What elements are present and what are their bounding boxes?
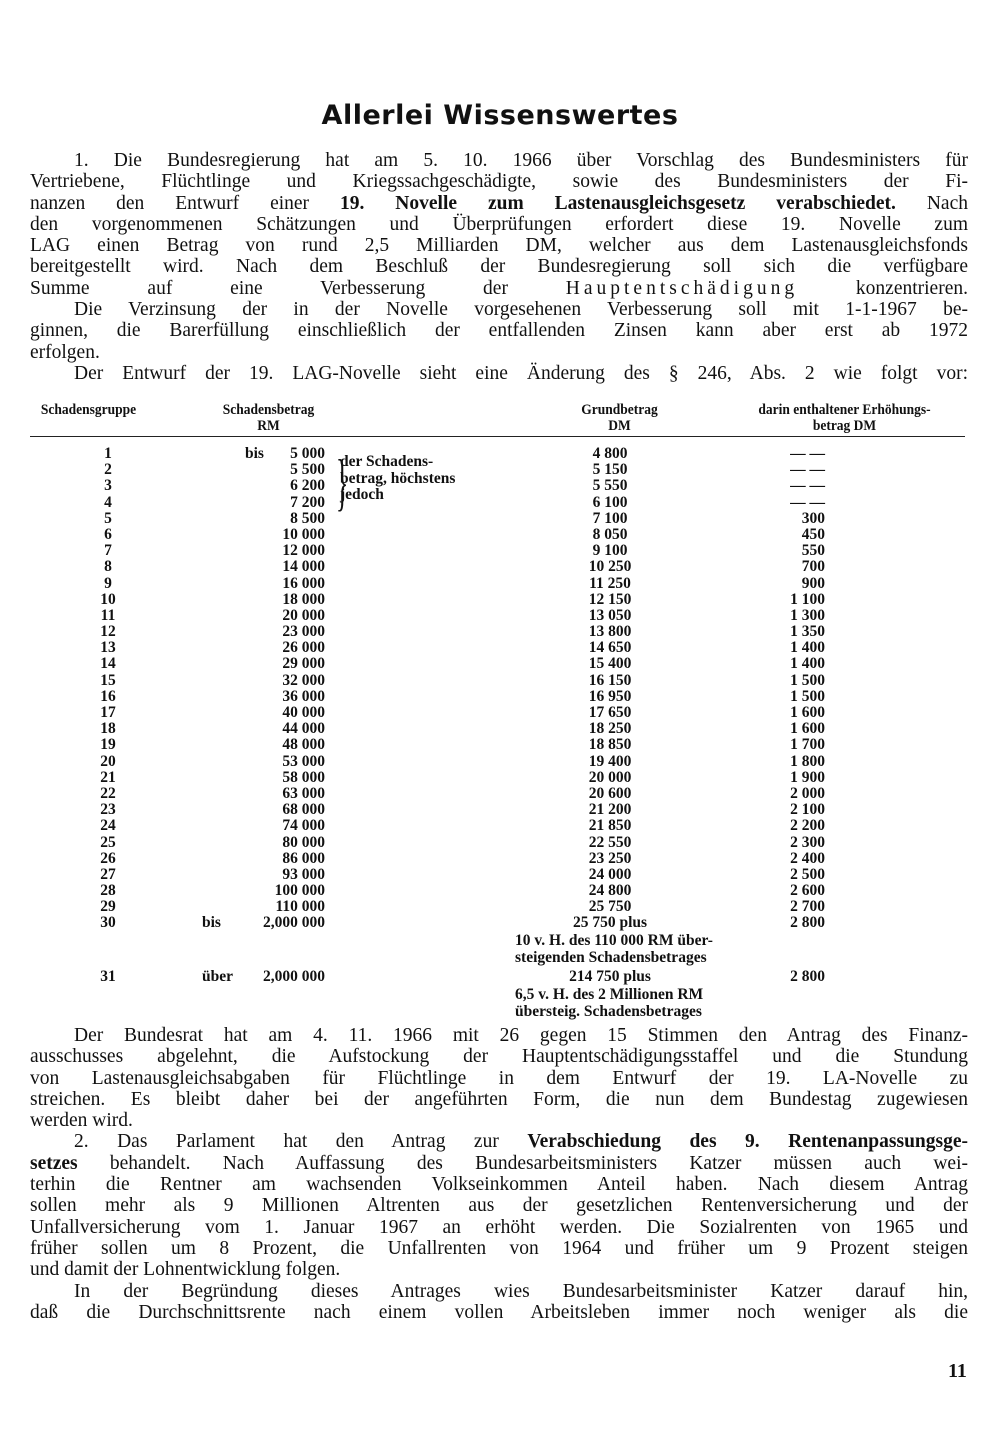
amount-cell: 26 000 bbox=[282, 639, 325, 657]
amount-cell: 14 000 bbox=[282, 558, 325, 576]
table-row bbox=[30, 446, 970, 462]
group-cell: 20 bbox=[100, 752, 116, 770]
base-cell: 12 150 bbox=[588, 590, 632, 608]
amount-cell: 18 000 bbox=[282, 590, 325, 608]
base-cell: 11 250 bbox=[589, 574, 631, 592]
bold-text: Verabschiedung des 9. Rentenanpassungsge- bbox=[527, 1131, 968, 1153]
group-cell: 2 bbox=[104, 461, 112, 479]
increase-cell: 1 400 bbox=[790, 655, 825, 673]
group-cell: 17 bbox=[100, 704, 116, 721]
group-cell: 23 bbox=[100, 801, 116, 819]
base-cell: 4 800 bbox=[592, 445, 628, 462]
text-segment: Summe auf eine Verbesserung der bbox=[30, 277, 566, 299]
increase-cell: 2 800 bbox=[790, 914, 825, 932]
base-cell: 20 600 bbox=[588, 784, 632, 802]
header-increase bbox=[714, 402, 975, 434]
group-cell: 13 bbox=[100, 639, 116, 657]
text-segment: ausschusses abgelehnt, die Aufstockung der Hauptentschädigungsstaffel und die Stundung bbox=[30, 1046, 968, 1068]
prefix-cell: bis bbox=[202, 914, 221, 932]
increase-cell: 2 700 bbox=[790, 898, 825, 916]
page-number: 11 bbox=[948, 1360, 967, 1382]
amount-cell: 44 000 bbox=[282, 720, 325, 738]
header-amount-unit: RM bbox=[257, 418, 280, 434]
table-row bbox=[30, 576, 970, 592]
group-cell: 27 bbox=[100, 865, 116, 883]
group-cell: 22 bbox=[100, 784, 116, 802]
base-cell: 5 550 bbox=[592, 477, 628, 495]
table-row bbox=[30, 770, 970, 786]
text-line bbox=[30, 1110, 968, 1131]
header-base bbox=[557, 402, 683, 434]
header-increase-label: darin enthaltener Erhöhungs- bbox=[758, 402, 931, 418]
note-line: betrag, höchstens bbox=[340, 469, 456, 487]
group-cell: 10 bbox=[100, 590, 116, 608]
amount-cell: 86 000 bbox=[282, 849, 325, 867]
text-segment: streichen. Es bleibt daher bei der angeführten Form, die nun dem Bundestag zugewiesen bbox=[30, 1088, 968, 1110]
text-segment: In der Begründung dieses Antrages wies Bundesarbeitsminister Katzer darauf hin, bbox=[74, 1280, 968, 1302]
base-cell: 24 000 bbox=[588, 865, 632, 883]
base-cell: 6 100 bbox=[592, 493, 628, 511]
increase-cell: 2 200 bbox=[790, 817, 825, 835]
text-line bbox=[30, 1174, 968, 1195]
increase-cell: 1 800 bbox=[790, 752, 825, 770]
group-cell: 9 bbox=[104, 574, 112, 592]
increase-cell: 2 300 bbox=[790, 833, 825, 851]
base-cell: 22 550 bbox=[588, 833, 632, 851]
increase-cell: 1 900 bbox=[790, 768, 825, 786]
header-amount-label: Schadensbetrag bbox=[222, 402, 315, 418]
text-line bbox=[30, 214, 968, 235]
table-row bbox=[30, 559, 970, 575]
increase-cell: 1 600 bbox=[790, 720, 825, 738]
amount-cell: 68 000 bbox=[282, 801, 325, 819]
text-segment: von Lastenausgleichsabgaben für Flüchtlinge in dem Entwurf der 19. LA-Novelle zu bbox=[30, 1067, 968, 1089]
increase-cell: 1 100 bbox=[790, 590, 825, 608]
text-segment: bereitgestellt wird. Nach dem Beschluß der Bundesregierung soll sich die verfügbare bbox=[30, 256, 968, 278]
amount-cell: 80 000 bbox=[282, 833, 325, 851]
increase-cell: 2 600 bbox=[790, 882, 825, 900]
text-line bbox=[30, 1153, 968, 1174]
text-line bbox=[30, 1238, 968, 1259]
text-segment: Nach bbox=[895, 192, 968, 214]
amount-cell: 63 000 bbox=[282, 784, 325, 802]
table-row bbox=[30, 478, 970, 494]
group-cell: 11 bbox=[100, 606, 116, 624]
increase-cell: — — bbox=[790, 493, 825, 511]
page-title: Allerlei Wissenswertes bbox=[321, 100, 679, 131]
amount-cell: 6 200 bbox=[290, 477, 325, 495]
group-cell: 21 bbox=[100, 768, 116, 786]
note-line: jedoch bbox=[340, 486, 384, 503]
base-cell: 21 200 bbox=[588, 801, 632, 819]
brace: } bbox=[336, 446, 349, 517]
text-line bbox=[30, 1131, 968, 1152]
row31-extra bbox=[515, 987, 703, 1020]
table-row bbox=[30, 969, 970, 985]
text-segment: den vorgenommenen Schätzungen und Überprüfungen erfordert diese 19. Novelle zum bbox=[30, 213, 968, 235]
increase-cell: — — bbox=[790, 461, 825, 479]
text-segment: 1. Die Bundesregierung hat am 5. 10. 1966 über Vorschlag des Bundesministers für bbox=[74, 150, 968, 171]
text-segment: und damit der Lohnentwicklung folgen. bbox=[30, 1259, 341, 1281]
group-cell: 15 bbox=[100, 671, 116, 689]
amount-cell: 110 000 bbox=[275, 898, 325, 916]
group-cell: 4 bbox=[104, 493, 112, 511]
text-segment: konzentrieren. bbox=[798, 277, 968, 299]
table-row bbox=[30, 867, 970, 883]
extra-line: übersteig. Schadensbetrages bbox=[515, 1002, 702, 1020]
increase-cell: 2 500 bbox=[790, 865, 825, 883]
amount-cell: 10 000 bbox=[282, 525, 325, 543]
amount-cell: 29 000 bbox=[282, 655, 325, 673]
extra-line: steigenden Schadensbetrages bbox=[515, 948, 707, 966]
intro-paragraphs bbox=[30, 150, 968, 384]
amount-cell: 32 000 bbox=[282, 671, 325, 689]
amount-cell: 20 000 bbox=[282, 606, 325, 624]
header-base-unit: DM bbox=[608, 418, 631, 434]
base-cell: 18 850 bbox=[588, 736, 632, 754]
amount-cell: 58 000 bbox=[282, 768, 325, 786]
amount-cell: 23 000 bbox=[282, 623, 325, 641]
table-row bbox=[30, 495, 970, 511]
table-row bbox=[30, 835, 970, 851]
group-cell: 5 bbox=[104, 509, 112, 527]
increase-cell: 300 bbox=[801, 509, 825, 527]
note-line: der Schadens- bbox=[340, 453, 434, 470]
base-cell: 14 650 bbox=[588, 639, 632, 657]
text-segment: Der Entwurf der 19. LAG-Novelle sieht eine Änderung des § 246, Abs. 2 wie folgt vor: bbox=[74, 362, 968, 384]
header-increase-unit: betrag DM bbox=[812, 418, 877, 434]
table-row bbox=[30, 462, 970, 478]
group-cell: 24 bbox=[100, 817, 116, 835]
text-line bbox=[30, 342, 968, 363]
header-base-label: Grundbetrag bbox=[581, 402, 658, 418]
text-segment: sollen mehr als 9 Millionen Altrenten aus der gesetzlichen Rentenversicherung und der bbox=[30, 1195, 968, 1217]
increase-cell: 900 bbox=[801, 574, 825, 592]
amount-cell: 53 000 bbox=[282, 752, 325, 770]
table-row bbox=[30, 624, 970, 640]
increase-cell: 1 600 bbox=[790, 704, 825, 721]
text-line bbox=[30, 193, 968, 214]
text-segment: terhin die Rentner am wachsenden Volkseinkommen Anteil haben. Nach diesem Antrag bbox=[30, 1174, 968, 1196]
amount-cell: 2,000 000 bbox=[263, 968, 325, 985]
base-cell: 8 050 bbox=[592, 525, 628, 543]
text-segment: ginnen, die Barerfüllung einschließlich der entfallenden Zinsen kann aber erst ab 1972 bbox=[30, 320, 968, 342]
text-segment: Der Bundesrat hat am 4. 11. 1966 mit 26 gegen 15 Stimmen den Antrag des Finanz- bbox=[74, 1025, 968, 1046]
text-line bbox=[30, 150, 968, 171]
text-line bbox=[30, 320, 968, 341]
group-cell: 25 bbox=[100, 833, 116, 851]
increase-cell: 1 700 bbox=[790, 736, 825, 754]
text-line bbox=[30, 278, 968, 299]
group-cell: 30 bbox=[100, 914, 116, 932]
group-cell: 29 bbox=[100, 898, 116, 916]
base-cell: 5 150 bbox=[592, 461, 628, 479]
increase-cell: 1 400 bbox=[790, 639, 825, 657]
table-row bbox=[30, 673, 970, 689]
text-line bbox=[30, 1217, 968, 1238]
table-row bbox=[30, 543, 970, 559]
group-cell: 14 bbox=[100, 655, 116, 673]
table-row bbox=[30, 689, 970, 705]
increase-cell: 1 350 bbox=[790, 623, 825, 641]
base-cell: 21 850 bbox=[588, 817, 632, 835]
text-line bbox=[30, 1025, 968, 1046]
amount-cell: 48 000 bbox=[282, 736, 325, 754]
base-cell: 19 400 bbox=[588, 752, 632, 770]
table-row bbox=[30, 883, 970, 899]
amount-cell: 12 000 bbox=[282, 542, 325, 560]
increase-cell: 1 500 bbox=[790, 671, 825, 689]
text-segment: Hauptentschädigung bbox=[565, 277, 799, 299]
text-segment: Die Verzinsung der in der Novelle vorgesehenen Verbesserung soll mit 1-1-1967 be- bbox=[74, 299, 968, 321]
table-row bbox=[30, 592, 970, 608]
table-row-31 bbox=[30, 969, 970, 985]
text-line bbox=[30, 1281, 968, 1302]
increase-cell: 700 bbox=[801, 558, 825, 576]
header-group: Schadensgruppe bbox=[40, 402, 137, 418]
closing-paragraphs bbox=[30, 1025, 968, 1323]
base-cell: 13 800 bbox=[588, 623, 632, 641]
group-cell: 28 bbox=[100, 882, 116, 900]
base-cell: 17 650 bbox=[588, 704, 632, 721]
header-amount bbox=[206, 402, 332, 434]
bold-text: setzes bbox=[30, 1152, 78, 1174]
amount-cell: 5 500 bbox=[290, 461, 325, 479]
extra-line: 6,5 v. H. des 2 Millionen RM bbox=[515, 986, 704, 1003]
table-row bbox=[30, 851, 970, 867]
table-row bbox=[30, 802, 970, 818]
base-cell: 13 050 bbox=[588, 606, 632, 624]
table-row bbox=[30, 511, 970, 527]
table-row bbox=[30, 737, 970, 753]
base-cell: 23 250 bbox=[588, 849, 632, 867]
text-line bbox=[30, 299, 968, 320]
bold-text: 19. Novelle zum Lastenausgleichsgesetz verabschiedet. bbox=[339, 192, 896, 214]
row30-extra bbox=[515, 933, 713, 966]
text-line bbox=[30, 256, 968, 277]
amount-cell: 2,000 000 bbox=[263, 914, 325, 932]
base-cell: 24 800 bbox=[588, 882, 632, 900]
base-cell: 16 150 bbox=[588, 671, 632, 689]
text-segment: 2. Das Parlament hat den Antrag zur bbox=[74, 1131, 528, 1153]
group-cell: 8 bbox=[104, 558, 112, 576]
table-row bbox=[30, 786, 970, 802]
text-line bbox=[30, 363, 968, 384]
text-segment: behandelt. Nach Auffassung des Bundesarbeitsministers Katzer müssen auch wei- bbox=[77, 1152, 968, 1174]
text-line bbox=[30, 1046, 968, 1067]
base-cell: 18 250 bbox=[588, 720, 632, 738]
text-segment: Vertriebene, Flüchtlinge und Kriegssachgeschädigte, sowie des Bundesministers der Fi- bbox=[30, 171, 968, 193]
amount-cell: 100 000 bbox=[274, 882, 325, 900]
base-cell: 25 750 plus bbox=[572, 914, 648, 932]
amount-cell: 93 000 bbox=[282, 865, 325, 883]
increase-cell: 450 bbox=[801, 525, 825, 543]
increase-cell: 2 100 bbox=[790, 801, 825, 819]
group-cell: 16 bbox=[100, 687, 116, 705]
amount-cell: 7 200 bbox=[290, 493, 325, 511]
table-row bbox=[30, 818, 970, 834]
text-segment: LAG einen Betrag von rund 2,5 Milliarden DM, welcher aus dem Lastenausgleichsfonds bbox=[30, 235, 968, 257]
amount-cell: 40 000 bbox=[282, 704, 325, 721]
increase-cell: 1 300 bbox=[790, 606, 825, 624]
increase-cell: — — bbox=[790, 477, 825, 495]
table-row bbox=[30, 640, 970, 656]
amount-cell: 36 000 bbox=[282, 687, 325, 705]
base-cell: 15 400 bbox=[588, 655, 632, 673]
group-cell: 26 bbox=[100, 849, 116, 867]
base-cell: 16 950 bbox=[588, 687, 632, 705]
text-line bbox=[30, 1302, 968, 1323]
increase-cell: 550 bbox=[801, 542, 825, 560]
table-header bbox=[30, 402, 931, 436]
text-segment: Unfallversicherung vom 1. Januar 1967 an erhöht werden. Die Sozialrenten von 1965 und bbox=[30, 1216, 968, 1238]
table-row bbox=[30, 527, 970, 543]
table-row bbox=[30, 915, 970, 931]
table-row bbox=[30, 705, 970, 721]
group-cell: 7 bbox=[104, 542, 112, 560]
table-row bbox=[30, 608, 970, 624]
increase-cell: — — bbox=[790, 445, 825, 462]
base-cell: 25 750 bbox=[588, 898, 632, 916]
prefix-cell: bis bbox=[245, 445, 264, 462]
amount-cell: 16 000 bbox=[282, 574, 325, 592]
group-cell: 6 bbox=[104, 525, 112, 543]
table-note bbox=[340, 454, 455, 504]
group-cell: 19 bbox=[100, 736, 116, 754]
text-segment: erfolgen. bbox=[30, 341, 100, 363]
text-segment: werden wird. bbox=[30, 1110, 133, 1132]
amount-cell: 8 500 bbox=[290, 509, 325, 527]
text-line bbox=[30, 1068, 968, 1089]
text-line bbox=[30, 235, 968, 256]
group-cell: 3 bbox=[104, 477, 112, 495]
table-row bbox=[30, 721, 970, 737]
table-row bbox=[30, 754, 970, 770]
text-segment: nanzen den Entwurf einer bbox=[30, 192, 340, 214]
increase-cell: 1 500 bbox=[790, 687, 825, 705]
group-cell: 31 bbox=[100, 968, 116, 985]
base-cell: 7 100 bbox=[592, 509, 628, 527]
increase-cell: 2 400 bbox=[790, 849, 825, 867]
increase-cell: 2 000 bbox=[790, 784, 825, 802]
prefix-cell: über bbox=[202, 968, 233, 985]
text-line bbox=[30, 171, 968, 192]
increase-cell: 2 800 bbox=[790, 968, 825, 985]
table-row bbox=[30, 656, 970, 672]
text-segment: früher sollen um 8 Prozent, die Unfallrenten von 1964 und früher um 9 Prozent steigen bbox=[30, 1237, 968, 1259]
text-line bbox=[30, 1259, 968, 1280]
text-line bbox=[30, 1089, 968, 1110]
amount-cell: 5 000 bbox=[290, 445, 325, 462]
table-rule bbox=[30, 436, 965, 437]
extra-line: 10 v. H. des 110 000 RM über- bbox=[515, 932, 713, 949]
table-row bbox=[30, 899, 970, 915]
group-cell: 1 bbox=[104, 445, 112, 462]
base-cell: 10 250 bbox=[588, 558, 632, 576]
table-body bbox=[30, 446, 970, 932]
base-cell: 214 750 plus bbox=[569, 968, 651, 985]
base-cell: 20 000 bbox=[588, 768, 632, 786]
text-segment: daß die Durchschnittsrente nach einem vollen Arbeitsleben immer noch weniger als die bbox=[30, 1301, 968, 1323]
base-cell: 9 100 bbox=[592, 542, 628, 560]
group-cell: 12 bbox=[100, 623, 116, 641]
amount-cell: 74 000 bbox=[282, 817, 325, 835]
group-cell: 18 bbox=[100, 720, 116, 738]
text-line bbox=[30, 1195, 968, 1216]
